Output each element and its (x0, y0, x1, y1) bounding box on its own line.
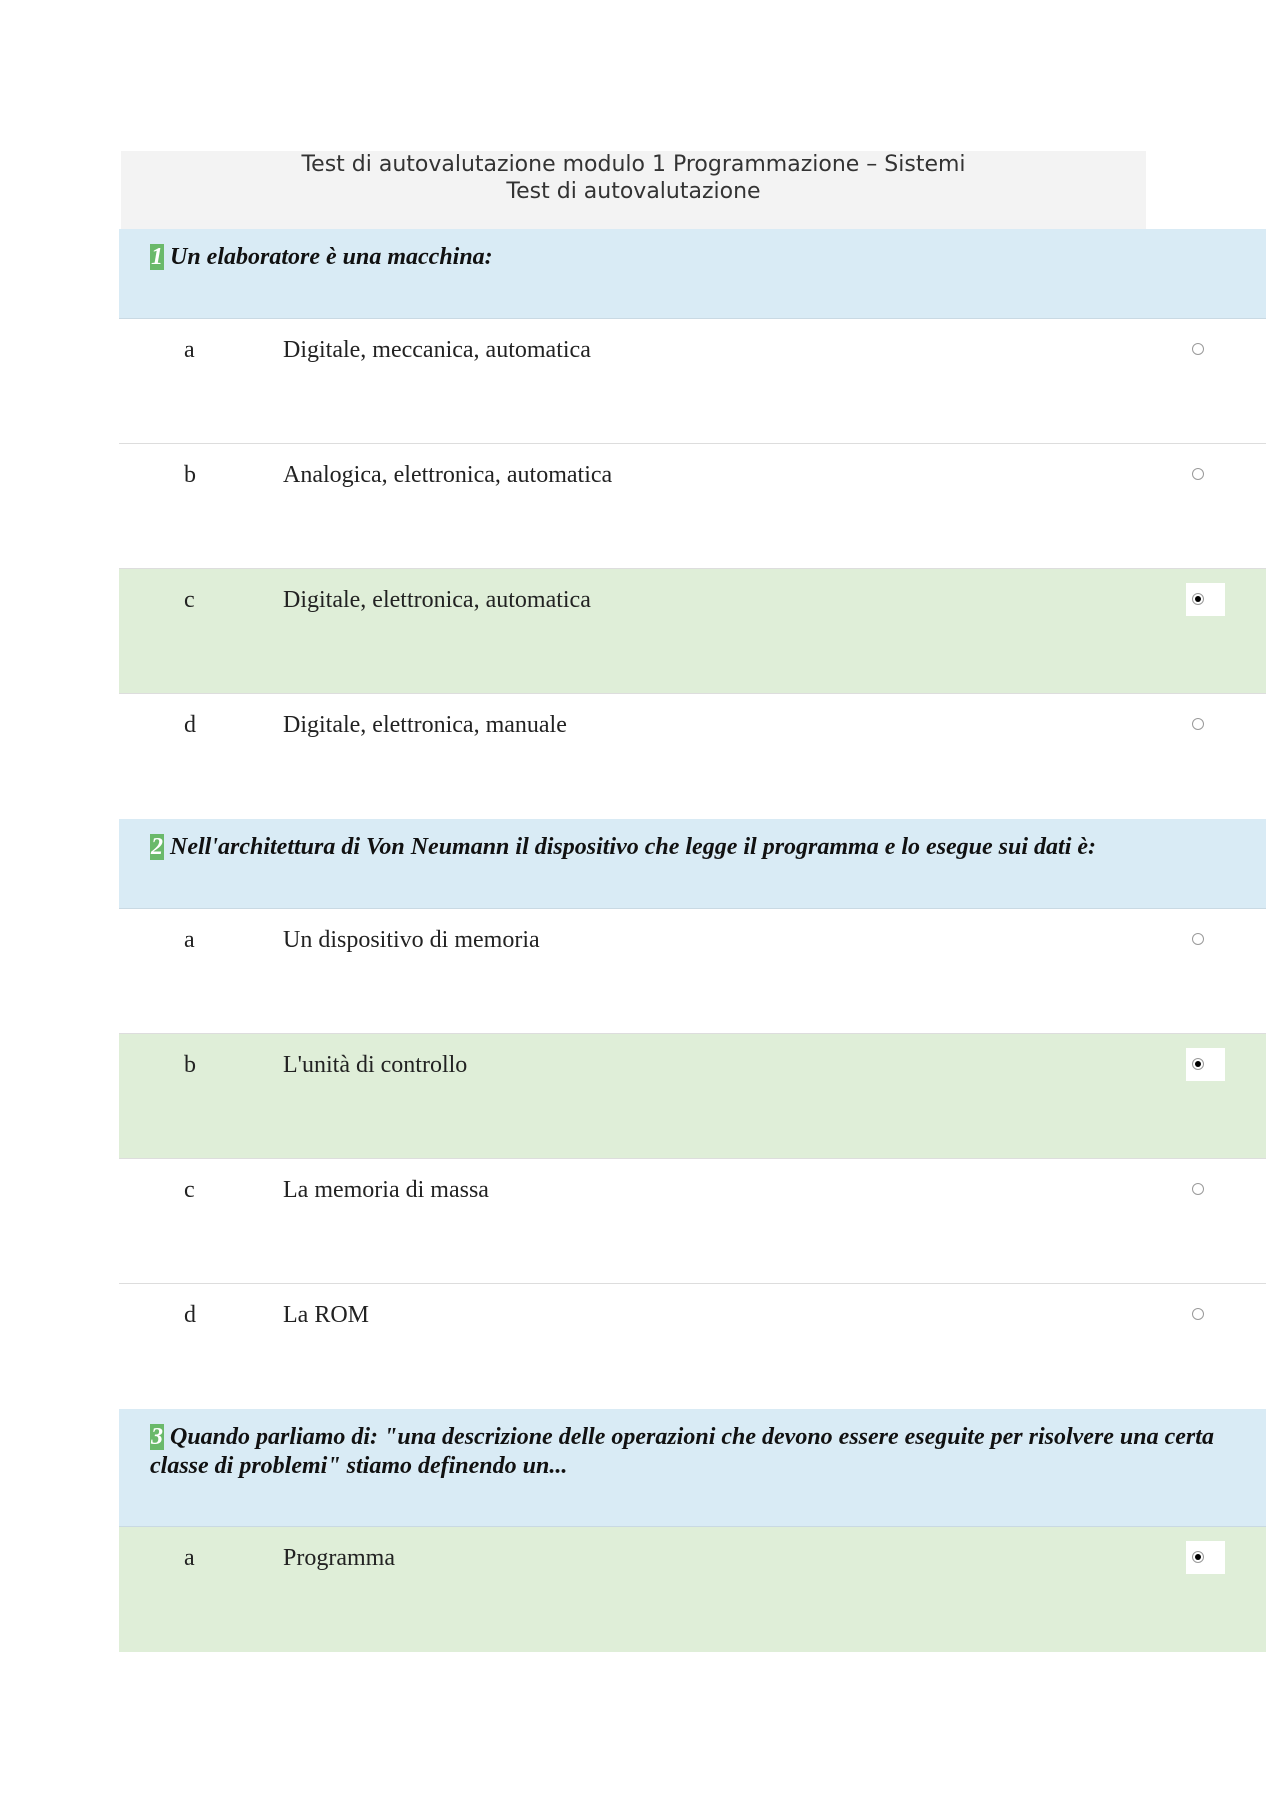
radio-button[interactable] (1192, 1183, 1204, 1195)
answer-1d (119, 694, 1266, 819)
question-number: 2 (151, 834, 163, 860)
answer-letter: a (184, 927, 195, 953)
document-title: Test di autovalutazione modulo 1 Programmazione – Sistemi (301, 152, 966, 177)
answer-text: Analogica, elettronica, automatica (283, 462, 613, 488)
answer-1b (119, 444, 1266, 569)
question-2 (119, 819, 1266, 909)
answer-text: La memoria di massa (283, 1177, 489, 1203)
quiz (119, 229, 1266, 1652)
question-text: Un elaboratore è una macchina: (170, 244, 493, 270)
answer-letter: a (184, 337, 195, 363)
question-number: 1 (151, 244, 163, 270)
question-number: 3 (151, 1424, 163, 1450)
answer-text: Programma (283, 1545, 395, 1571)
answer-3a (119, 1527, 1266, 1652)
answer-2c (119, 1159, 1266, 1284)
answer-text: Digitale, meccanica, automatica (283, 337, 591, 363)
question-3 (119, 1409, 1266, 1527)
radio-button-selected[interactable] (1192, 593, 1204, 605)
answer-letter: c (184, 1177, 195, 1203)
radio-button[interactable] (1192, 468, 1204, 480)
radio-button[interactable] (1192, 718, 1204, 730)
answer-letter: a (184, 1545, 195, 1571)
answer-1a (119, 319, 1266, 444)
answer-text: Digitale, elettronica, automatica (283, 587, 591, 613)
question-text: Nell'architettura di Von Neumann il dispositivo che legge il programma e lo esegue sui dati è: (170, 834, 1097, 860)
answer-text: Un dispositivo di memoria (283, 927, 540, 953)
answer-text: L'unità di controllo (283, 1052, 468, 1078)
answer-2d (119, 1284, 1266, 1409)
radio-button-selected[interactable] (1192, 1058, 1204, 1070)
answer-letter: d (184, 1302, 196, 1328)
document-header (121, 151, 1146, 229)
radio-button[interactable] (1192, 343, 1204, 355)
radio-button-selected[interactable] (1192, 1551, 1204, 1563)
answer-letter: c (184, 587, 195, 613)
document-subtitle: Test di autovalutazione (506, 179, 761, 204)
question-text: Quando parliamo di: "una descrizione delle operazioni che devono essere eseguite per risolvere una certa classe di problemi" stiamo definendo un... (150, 1424, 1214, 1479)
answer-1c (119, 569, 1266, 694)
answer-letter: d (184, 712, 196, 738)
answer-2a (119, 909, 1266, 1034)
answer-letter: b (184, 1052, 196, 1078)
answer-2b (119, 1034, 1266, 1159)
radio-button[interactable] (1192, 933, 1204, 945)
question-1 (119, 229, 1266, 319)
answer-text: Digitale, elettronica, manuale (283, 712, 567, 738)
radio-button[interactable] (1192, 1308, 1204, 1320)
answer-letter: b (184, 462, 196, 488)
answer-text: La ROM (283, 1302, 369, 1328)
